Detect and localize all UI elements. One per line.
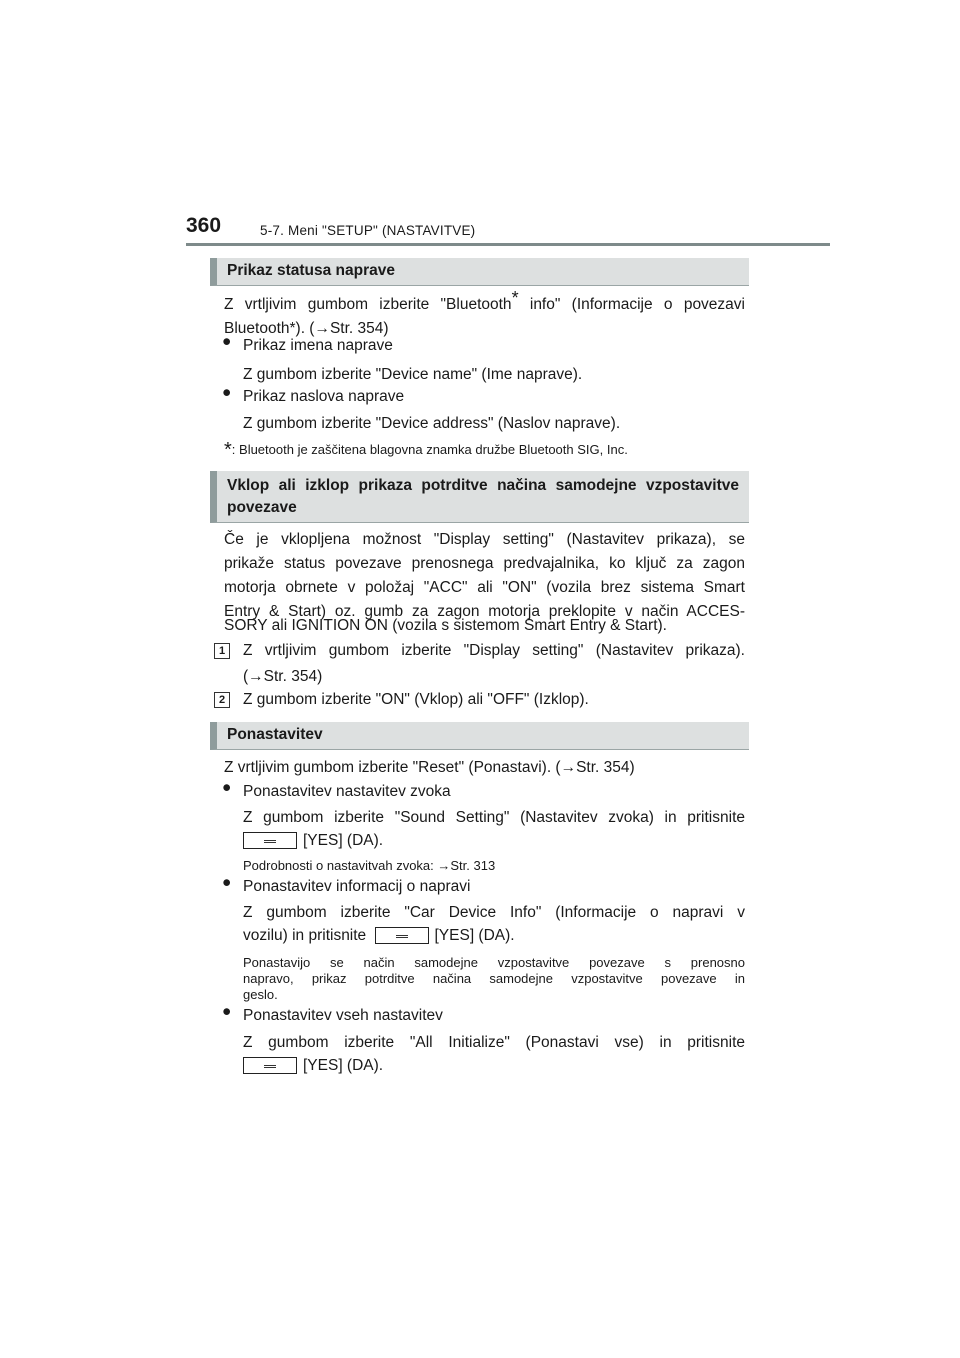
bullet-icon: ● [222,1003,232,1020]
sec1-item1-text: Z gumbom izberite "Device name" (Ime naprave). [243,366,583,383]
sec2-title-line2: povezave [227,499,297,516]
sec3-item2-note-line2: napravo, prikaz potrditve načina samodejne vzpostavitve povezave in [243,971,745,986]
sec2-para-line2: prikaže status povezave prenosnega predvajalnika, ko ključ za zagon [224,555,745,572]
footnote [224,439,628,461]
sec1-intro-line1 [224,288,745,317]
sec2-step1-line2: (→Str. 354) [243,668,323,685]
section-title-device-status: Prikaz statusa naprave [210,258,749,286]
sec3-item1-note: Podrobnosti o nastavitvah zvoka: →Str. 313 [243,858,496,873]
asterisk: * [511,288,519,308]
sec1-intro-line2: Bluetooth*). (→Str. 354) [224,320,389,337]
sec3-item1-yes: [YES] (DA). [303,832,384,849]
sec1-item2-text: Z gumbom izberite "Device address" (Naslov naprave). [243,415,621,432]
sec1-item2-title: Prikaz naslova naprave [243,388,405,405]
sec3-item2-line1: Z gumbom izberite "Car Device Info" (Informacije o napravi v [243,904,745,921]
footnote-asterisk: * [224,439,232,461]
section-title-auto-connect [210,471,749,523]
sec3-item2-note-line1: Ponastavijo se način samodejne vzpostavitve povezave s prenosno [243,955,745,970]
sec2-title-line1: Vklop ali izklop prikaza potrditve načina samodejne vzpostavitve [227,477,739,494]
sec2-step2-text: Z gumbom izberite "ON" (Vklop) ali "OFF" (Izklop). [243,691,589,708]
section-title-reset: Ponastavitev [210,722,749,750]
footnote-text: : Bluetooth je zaščitena blagovna znamka družbe Bluetooth SIG, Inc. [231,442,628,457]
sec3-item3-line2 [243,1053,383,1078]
step-number-2: 2 [214,692,230,708]
sec3-item2-yes: [YES] (DA). [434,927,515,944]
sec2-para-line4: Entry & Start) oz. gumb za zagon motorja preklopite v način ACCES- [224,603,745,620]
sec3-item1-line1: Z gumbom izberite "Sound Setting" (Nastavitev zvoka) in pritisnite [243,809,745,826]
enter-button-icon [243,1057,297,1074]
running-head: 5-7. Meni "SETUP" (NASTAVITVE) [260,223,476,238]
sec3-item3-line1: Z gumbom izberite "All Initialize" (Ponastavi vse) in pritisnite [243,1034,745,1051]
sec1-intro-a: Z vrtljivim gumbom izberite "Bluetooth [224,296,512,313]
enter-button-icon [375,927,429,944]
bullet-icon: ● [222,779,232,796]
sec2-step1-line1: Z vrtljivim gumbom izberite "Display setting" (Nastavitev prikaza). [243,642,745,659]
sec1-intro-b: info" (Informacije o povezavi [518,296,745,313]
sec2-para-line5: SORY ali IGNITION ON (vozila s sistemom Smart Entry & Start). [224,617,667,634]
sec2-para-line1: Če je vklopljena možnost "Display setting" (Nastavitev prikaza), se [224,531,745,548]
step-number-1: 1 [214,643,230,659]
bullet-icon: ● [222,333,232,350]
sec3-item2-note-line3: geslo. [243,987,278,1002]
sec3-item3-yes: [YES] (DA). [303,1057,384,1074]
page-number: 360 [186,214,222,237]
sec1-item1-title: Prikaz imena naprave [243,337,393,354]
sec3-item2-text-a: vozilu) in pritisnite [243,927,367,944]
sec3-item2-line2 [243,923,515,948]
sec3-item3-title: Ponastavitev vseh nastavitev [243,1007,443,1024]
sec2-para-line3: motorja obrnete v položaj "ACC" ali "ON" (vozila brez sistema Smart [224,579,745,596]
sec3-item1-title: Ponastavitev nastavitev zvoka [243,783,451,800]
bullet-icon: ● [222,384,232,401]
bullet-icon: ● [222,874,232,891]
enter-button-icon [243,832,297,849]
sec3-item2-title: Ponastavitev informacij o napravi [243,878,471,895]
sec3-intro: Z vrtljivim gumbom izberite "Reset" (Ponastavi). (→Str. 354) [224,759,635,776]
header-rule [186,243,830,246]
sec3-item1-line2 [243,828,383,853]
